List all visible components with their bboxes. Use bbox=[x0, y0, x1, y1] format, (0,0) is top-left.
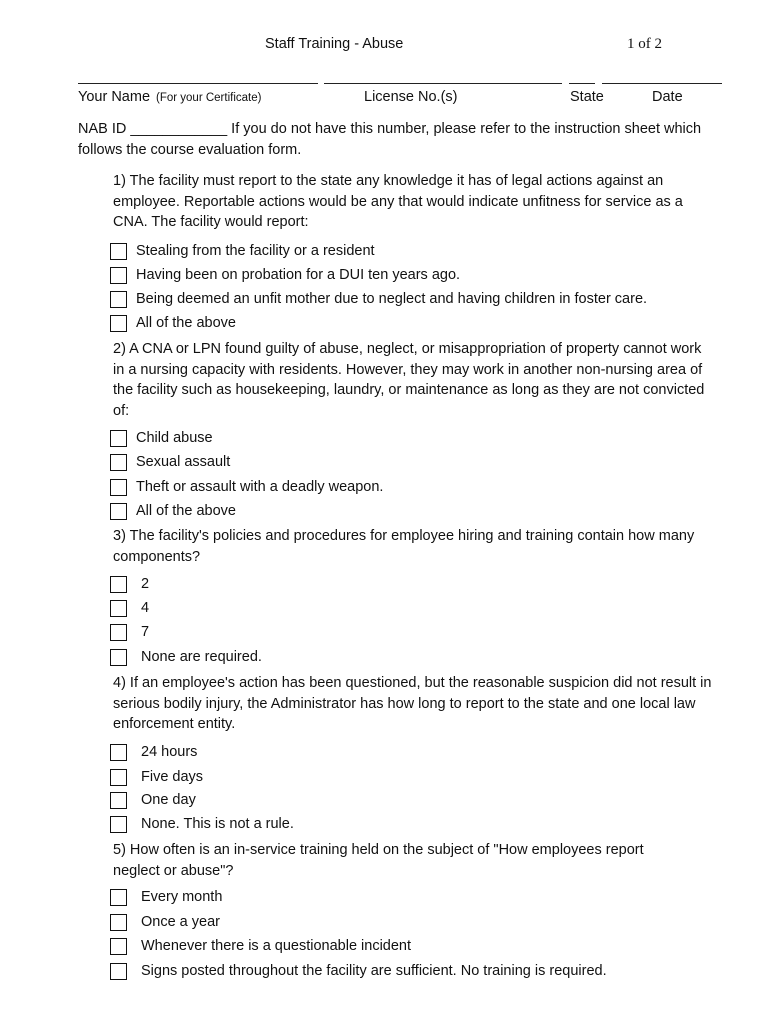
checkbox[interactable] bbox=[110, 963, 127, 980]
checkbox[interactable] bbox=[110, 938, 127, 955]
checkbox[interactable] bbox=[110, 315, 127, 332]
question-5: 5) How often is an in-service training held on the subject of "How employees report neglect or abuse"? bbox=[113, 842, 644, 879]
question-4-option-1[interactable]: 24 hours bbox=[110, 742, 197, 762]
question-5-option-3[interactable]: Whenever there is a questionable incident bbox=[110, 936, 411, 956]
date-field-line[interactable] bbox=[602, 83, 722, 84]
checkbox[interactable] bbox=[110, 914, 127, 931]
page-number: 1 of 2 bbox=[627, 36, 662, 52]
checkbox[interactable] bbox=[110, 454, 127, 471]
question-2-option-2[interactable]: Sexual assault bbox=[110, 452, 230, 472]
checkbox[interactable] bbox=[110, 889, 127, 906]
checkbox[interactable] bbox=[110, 503, 127, 520]
question-2: 2) A CNA or LPN found guilty of abuse, neglect, or misappropriation of property cannot work in a nursing capacity with residents. However, they may work in another non-nursing area of the facility such as housekeeping, laundry, or maintenance as long as they are not convicted of: bbox=[113, 341, 705, 419]
question-5-option-1[interactable]: Every month bbox=[110, 887, 222, 907]
checkbox[interactable] bbox=[110, 769, 127, 786]
question-3-option-1[interactable]: 2 bbox=[110, 574, 149, 594]
nab-id-instructions: NAB ID ____________ If you do not have this number, please refer to the instruction sheet which follows the course evaluation form. bbox=[78, 121, 702, 158]
question-4-option-3[interactable]: One day bbox=[110, 790, 196, 810]
page-title: Staff Training - Abuse bbox=[265, 36, 404, 52]
question-1-option-4[interactable]: All of the above bbox=[110, 313, 236, 333]
checkbox[interactable] bbox=[110, 291, 127, 308]
question-2-option-3[interactable]: Theft or assault with a deadly weapon. bbox=[110, 477, 383, 497]
question-1-option-3[interactable]: Being deemed an unfit mother due to neglect and having children in foster care. bbox=[110, 289, 647, 309]
question-3: 3) The facility's policies and procedures for employee hiring and training contain how many components? bbox=[113, 528, 695, 565]
checkbox[interactable] bbox=[110, 792, 127, 809]
checkbox[interactable] bbox=[110, 267, 127, 284]
checkbox[interactable] bbox=[110, 600, 127, 617]
checkbox[interactable] bbox=[110, 816, 127, 833]
checkbox[interactable] bbox=[110, 479, 127, 496]
question-4-option-4[interactable]: None. This is not a rule. bbox=[110, 814, 294, 834]
question-1-option-2[interactable]: Having been on probation for a DUI ten years ago. bbox=[110, 265, 460, 285]
license-label: License No.(s) bbox=[364, 89, 458, 105]
question-5-option-2[interactable]: Once a year bbox=[110, 912, 220, 932]
state-field-line[interactable] bbox=[569, 83, 595, 84]
question-3-option-3[interactable]: 7 bbox=[110, 622, 149, 642]
question-3-option-4[interactable]: None are required. bbox=[110, 647, 262, 667]
question-4: 4) If an employee's action has been questioned, but the reasonable suspicion did not result in serious bodily injury, the Administrator has how long to report to the state and one local law enforcement entity. bbox=[113, 675, 712, 732]
name-field-line[interactable] bbox=[78, 83, 318, 84]
date-label: Date bbox=[652, 89, 683, 105]
license-field-line[interactable] bbox=[324, 83, 562, 84]
question-4-option-2[interactable]: Five days bbox=[110, 767, 203, 787]
question-2-option-1[interactable]: Child abuse bbox=[110, 428, 213, 448]
checkbox[interactable] bbox=[110, 744, 127, 761]
question-1: 1) The facility must report to the state any knowledge it has of legal actions against an employee. Reportable actions would be any that would indicate unfitness for service as a CNA. The facility would report: bbox=[113, 173, 683, 230]
question-1-option-1[interactable]: Stealing from the facility or a resident bbox=[110, 241, 375, 261]
state-label: State bbox=[570, 89, 604, 105]
checkbox[interactable] bbox=[110, 430, 127, 447]
question-2-option-4[interactable]: All of the above bbox=[110, 501, 236, 521]
your-name-label: Your Name (For your Certificate) bbox=[78, 89, 262, 105]
question-3-option-2[interactable]: 4 bbox=[110, 598, 149, 618]
checkbox[interactable] bbox=[110, 624, 127, 641]
checkbox[interactable] bbox=[110, 649, 127, 666]
checkbox[interactable] bbox=[110, 576, 127, 593]
checkbox[interactable] bbox=[110, 243, 127, 260]
certificate-note: (For your Certificate) bbox=[156, 92, 262, 104]
question-5-option-4[interactable]: Signs posted throughout the facility are sufficient. No training is required. bbox=[110, 961, 607, 981]
